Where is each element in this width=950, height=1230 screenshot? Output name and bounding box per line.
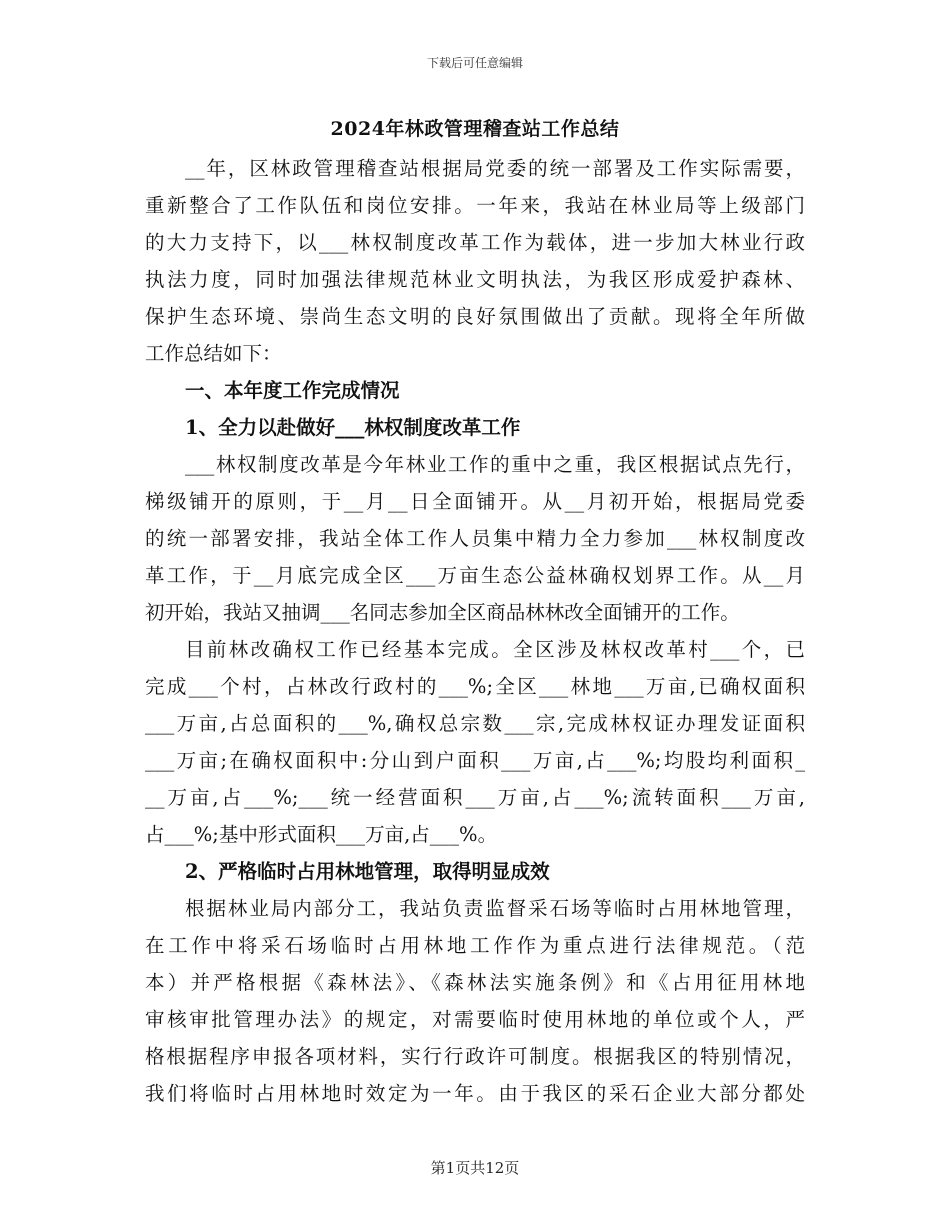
text-line: 执法力度，同时加强法律规范林业文明执法，为我区形成爱护森林、 — [145, 268, 805, 291]
text-line: 的统一部署安排，我站全体工作人员集中精力全力参加___林权制度改 — [145, 527, 805, 550]
text-line: __年，区林政管理稽查站根据局党委的统一部署及工作实际需要， — [185, 157, 805, 180]
text-line: 格根据程序申报各项材料，实行行政许可制度。根据我区的特别情况， — [145, 1045, 805, 1068]
header-note: 下载后可任意编辑 — [426, 56, 523, 70]
text-line: 重新整合了工作队伍和岗位安排。一年来，我站在林业局等上级部门 — [145, 194, 805, 217]
text-line: 根据林业局内部分工，我站负责监督采石场等临时占用林地管理， — [185, 897, 805, 920]
text-line: 保护生态环境、崇尚生态文明的良好氛围做出了贡献。现将全年所做 — [145, 305, 805, 328]
subsection-heading: 1、全力以赴做好___林权制度改革工作 — [185, 416, 521, 439]
text-line: 我们将临时占用林地时效定为一年。由于我区的采石企业大部分都处 — [145, 1082, 805, 1105]
text-line: 在工作中将采石场临时占用林地工作作为重点进行法律规范。（范 — [145, 934, 805, 957]
text-line: 本）并严格根据《森林法》、《森林法实施条例》和《占用征用林地 — [145, 971, 805, 994]
page-footer: 第1页共12页 — [430, 1159, 520, 1177]
text-line: __万亩,占___%;___统一经营面积___万亩,占___%;流转面积___万亩, — [145, 786, 805, 809]
section-heading: 一、本年度工作完成情况 — [185, 379, 400, 402]
text-line: 的大力支持下，以___林权制度改革工作为载体，进一步加大林业行政 — [145, 231, 805, 254]
document-title: 2024年林政管理稽查站工作总结 — [330, 118, 620, 140]
document-body — [145, 150, 805, 1112]
subsection-heading: 2、严格临时占用林地管理，取得明显成效 — [185, 860, 550, 883]
text-line: 目前林改确权工作已经基本完成。全区涉及林权改革村___个，已 — [185, 638, 805, 661]
text-line: 梯级铺开的原则，于__月__日全面铺开。从__月初开始，根据局党委 — [145, 490, 805, 513]
text-line: 审核审批管理办法》的规定，对需要临时使用林地的单位或个人，严 — [145, 1008, 805, 1031]
text-line: ___万亩,占总面积的___%,确权总宗数___宗,完成林权证办理发证面积 — [145, 712, 805, 735]
text-line: 初开始，我站又抽调___名同志参加全区商品林林改全面铺开的工作。 — [145, 601, 740, 624]
text-line: 工作总结如下： — [145, 342, 282, 365]
text-line: 完成___个村，占林改行政村的___%;全区___林地___万亩,已确权面积 — [145, 675, 805, 698]
text-line: 革工作，于__月底完成全区___万亩生态公益林确权划界工作。从__月 — [145, 564, 805, 587]
text-line: 占___%;基中形式面积___万亩,占___%。 — [145, 823, 498, 846]
text-line: ___林权制度改革是今年林业工作的重中之重，我区根据试点先行， — [185, 453, 805, 476]
text-line: ___万亩;在确权面积中:分山到户面积___万亩,占___%;均股均利面积_ — [145, 749, 805, 772]
